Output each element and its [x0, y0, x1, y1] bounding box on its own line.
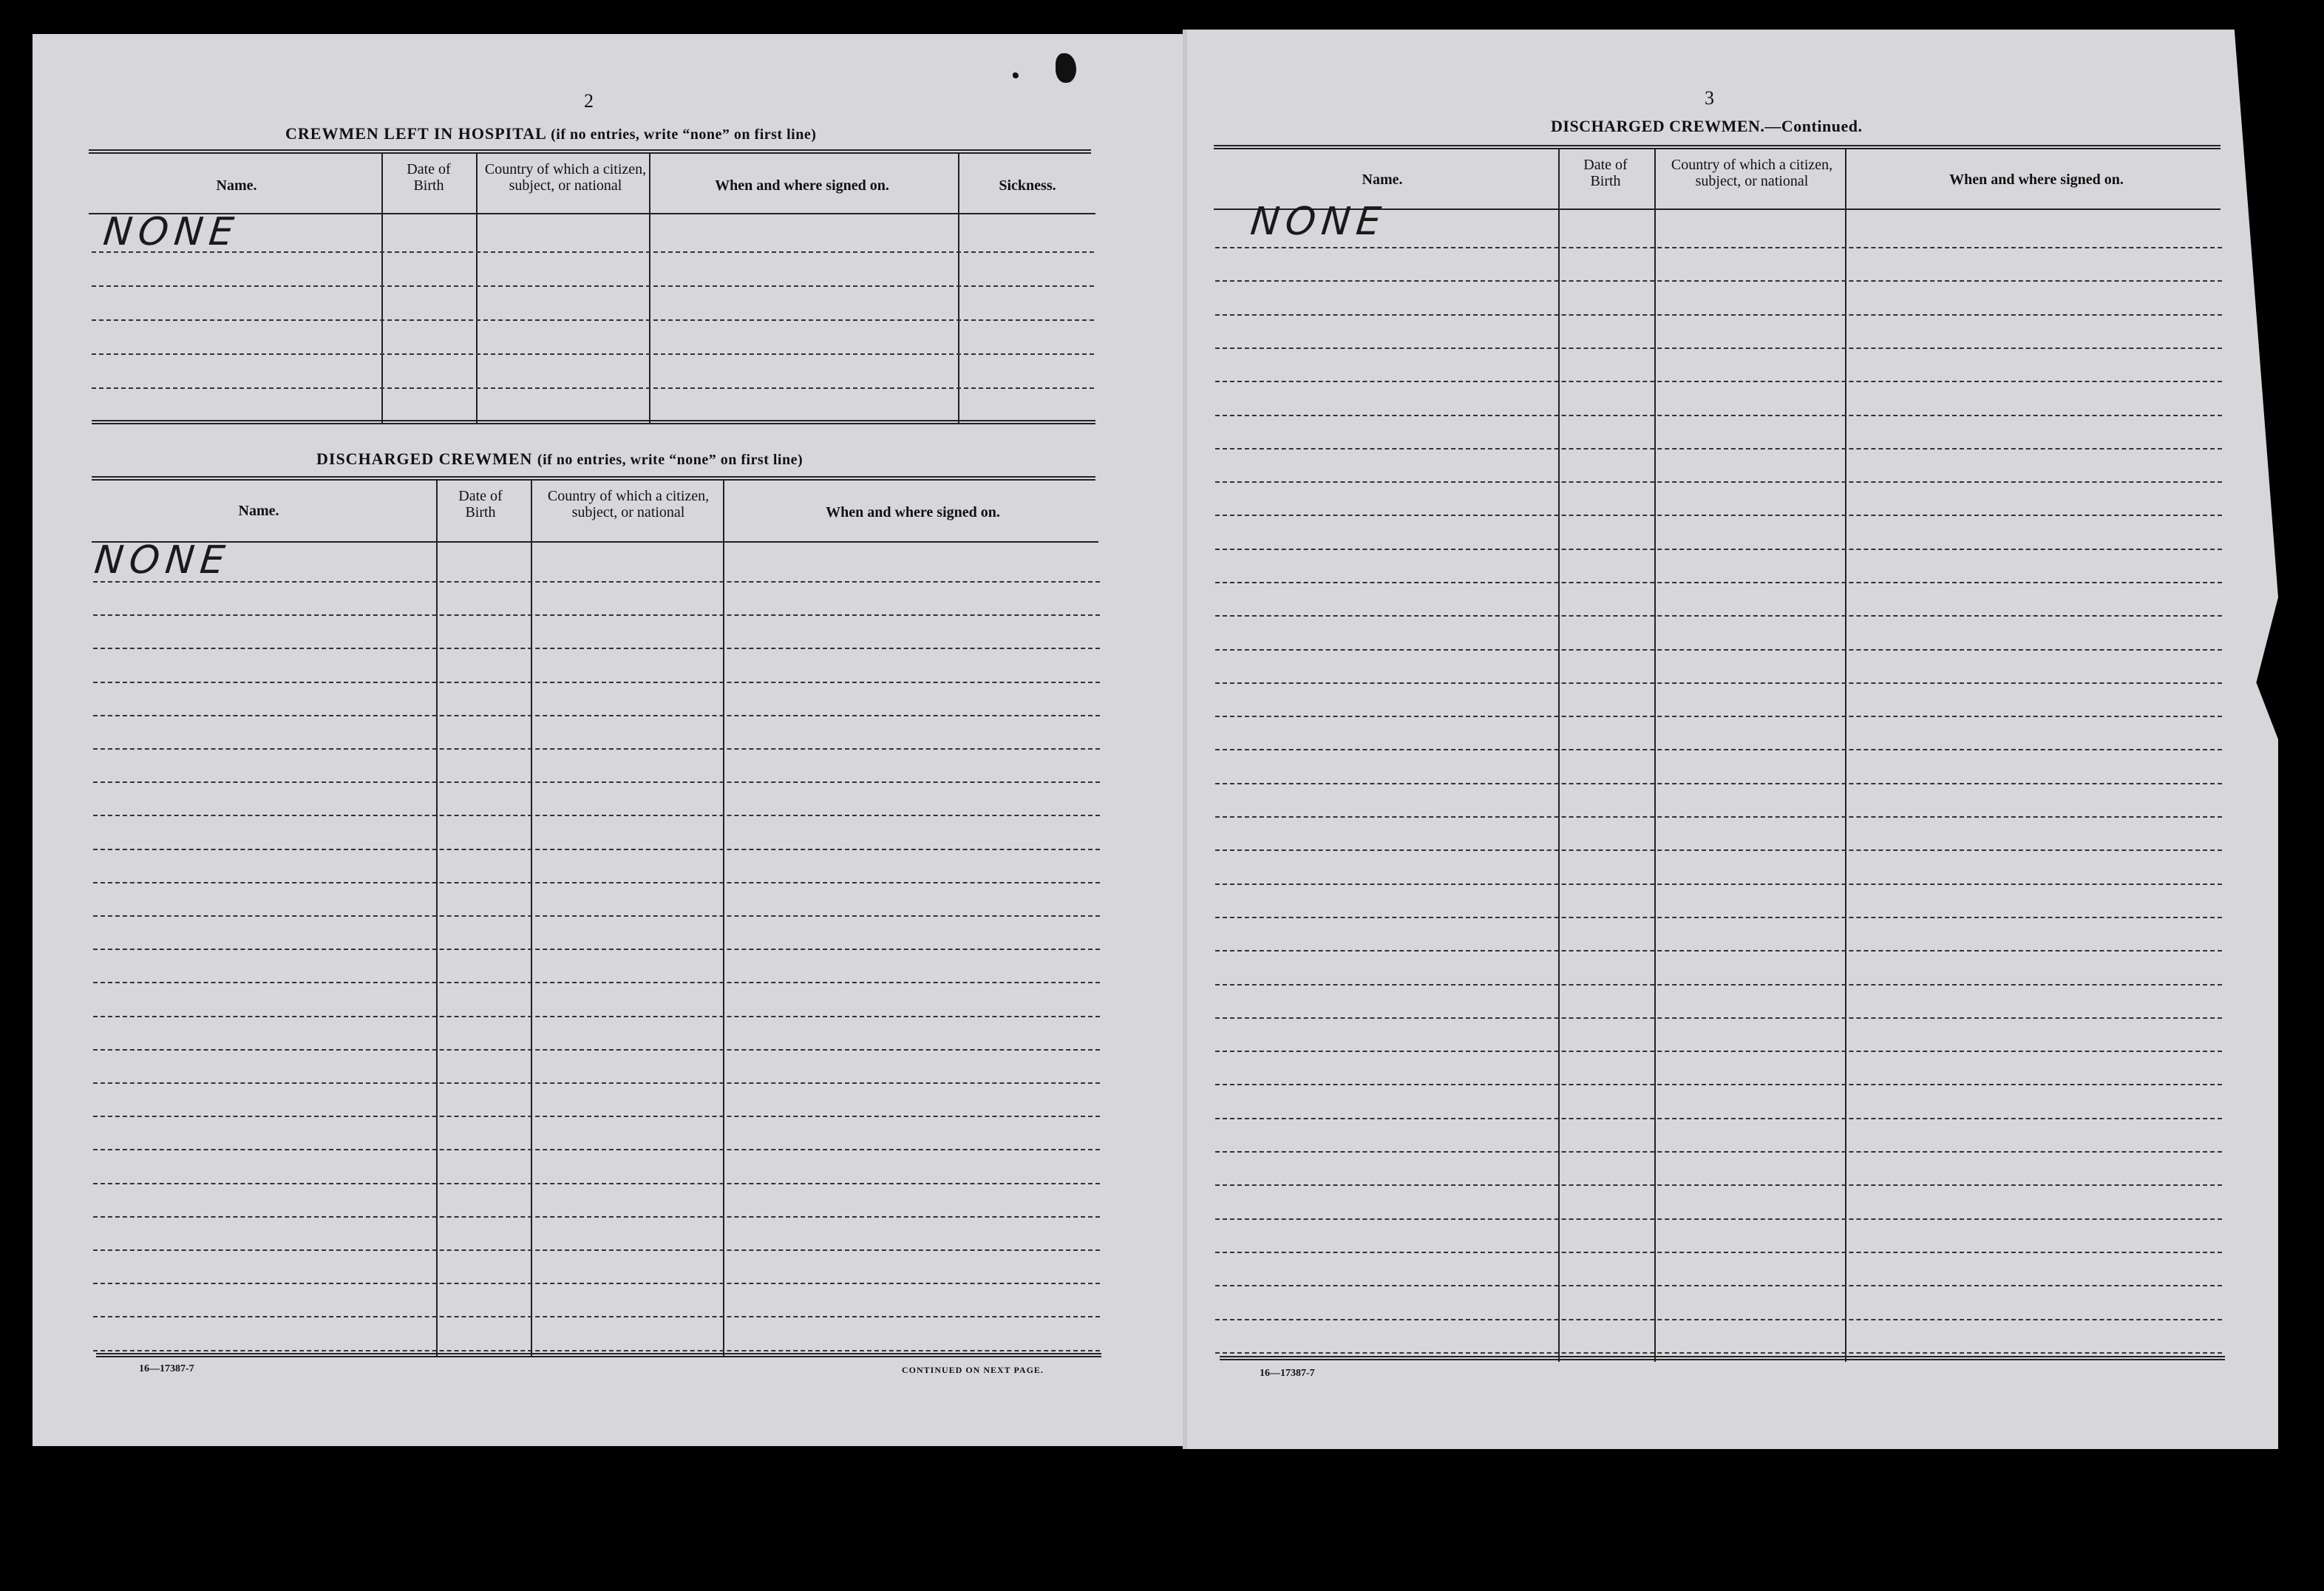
table-row — [93, 648, 1100, 649]
hospital-col-signed-on: When and where signed on. — [715, 177, 889, 194]
table-row — [1215, 481, 2222, 483]
table-row — [1215, 883, 2222, 885]
table-row — [1215, 849, 2222, 851]
table-row — [93, 915, 1100, 917]
right-bottom-rule — [1220, 1356, 2225, 1360]
hospital-row — [92, 353, 1094, 355]
table-row — [1215, 415, 2222, 416]
hospital-section-title — [285, 124, 816, 143]
table-row — [93, 748, 1100, 750]
table-row — [1215, 448, 2222, 450]
discharged-col-signed-on: When and where signed on. — [826, 504, 1000, 520]
hospital-row — [92, 319, 1094, 321]
table-row — [93, 1216, 1100, 1218]
hospital-top-rule — [89, 149, 1091, 154]
table-row — [1215, 615, 2222, 617]
table-row — [1215, 314, 2222, 316]
discharged-vline-1 — [436, 481, 438, 1356]
table-row — [1215, 1017, 2222, 1019]
table-row — [1215, 1184, 2222, 1186]
table-row — [1215, 582, 2222, 583]
table-row — [1215, 1151, 2222, 1153]
table-row — [93, 781, 1100, 783]
hospital-col-name: Name. — [216, 177, 257, 194]
table-row — [93, 949, 1100, 950]
table-row — [1215, 682, 2222, 684]
table-row — [93, 982, 1100, 983]
hospital-col-sickness: Sickness. — [999, 177, 1056, 194]
right-col-name: Name. — [1362, 172, 1403, 188]
discharged-vline-2 — [531, 481, 532, 1356]
right-col-signed-on: When and where signed on. — [1949, 172, 2124, 188]
table-row — [1215, 984, 2222, 986]
table-row — [1215, 1051, 2222, 1052]
hospital-none-entry: NONE — [101, 210, 242, 254]
hospital-row — [92, 387, 1094, 389]
ink-dot — [1013, 72, 1019, 78]
table-row — [1215, 950, 2222, 951]
table-row — [1215, 1285, 2222, 1286]
discharged-none-entry: NONE — [92, 538, 233, 583]
table-row — [1215, 381, 2222, 382]
continued-note: CONTINUED ON NEXT PAGE. — [902, 1365, 1044, 1375]
table-row — [1215, 917, 2222, 918]
table-row — [93, 1016, 1100, 1017]
page-fold — [1183, 30, 1187, 1449]
table-row — [1215, 1252, 2222, 1253]
hospital-vline-4 — [958, 154, 959, 423]
table-row — [1215, 515, 2222, 516]
table-row — [93, 1082, 1100, 1084]
left-bottom-rule — [96, 1353, 1101, 1357]
discharged-top-rule — [92, 476, 1095, 481]
hospital-col-dob: Date of Birth — [407, 161, 451, 194]
table-row — [93, 1149, 1100, 1150]
discharged-header-rule — [92, 541, 1098, 543]
right-col-dob: Date of Birth — [1583, 157, 1628, 189]
right-vline-1 — [1558, 149, 1560, 1362]
discharged-col-country: Country of which a citizen, subject, or national — [547, 488, 710, 520]
table-row — [93, 849, 1100, 850]
table-row — [1215, 1118, 2222, 1119]
table-row — [1215, 280, 2222, 282]
table-row — [1215, 716, 2222, 717]
table-row — [1215, 816, 2222, 818]
table-row — [93, 815, 1100, 816]
table-row — [93, 1183, 1100, 1184]
table-row — [93, 1350, 1100, 1351]
table-row — [1215, 783, 2222, 784]
hospital-vline-2 — [476, 154, 478, 423]
table-row — [1215, 749, 2222, 750]
table-row — [1215, 247, 2222, 248]
hospital-instruction: (if no entries, write “none” on first line) — [551, 126, 817, 143]
table-row — [93, 882, 1100, 883]
right-vline-2 — [1654, 149, 1656, 1362]
page-number-left: 2 — [584, 90, 594, 112]
table-row — [1215, 347, 2222, 349]
form-code-right: 16—17387-7 — [1260, 1368, 1315, 1379]
hospital-vline-1 — [381, 154, 383, 423]
discharged-title-text: DISCHARGED CREWMEN — [316, 450, 533, 468]
table-row — [93, 581, 1100, 583]
discharged-vline-3 — [723, 481, 724, 1356]
discharged-instruction: (if no entries, write “none” on first line) — [537, 452, 803, 468]
form-code-left: 16—17387-7 — [139, 1363, 194, 1374]
hospital-vline-3 — [649, 154, 650, 423]
discharged-section-title — [316, 450, 803, 469]
right-section-title: DISCHARGED CREWMEN.—Continued. — [1551, 117, 1863, 135]
discharged-col-dob: Date of Birth — [458, 488, 503, 520]
hospital-bottom-rule — [92, 420, 1095, 424]
hospital-row — [92, 285, 1094, 287]
table-row — [93, 1316, 1100, 1317]
right-col-country: Country of which a citizen, subject, or national — [1671, 157, 1833, 189]
right-vline-3 — [1845, 149, 1846, 1362]
ink-blot — [1056, 53, 1076, 83]
table-row — [93, 1249, 1100, 1251]
table-row — [1215, 1218, 2222, 1220]
hospital-row — [92, 251, 1094, 253]
table-row — [93, 1049, 1100, 1051]
table-row — [1215, 649, 2222, 651]
discharged-col-name: Name. — [238, 503, 279, 519]
table-row — [1215, 1084, 2222, 1085]
page-number-right: 3 — [1705, 87, 1714, 109]
hospital-col-country: Country of which a citizen, subject, or national — [484, 161, 647, 194]
table-row — [93, 682, 1100, 683]
right-none-entry: NONE — [1248, 200, 1389, 244]
hospital-title-text: CREWMEN LEFT IN HOSPITAL — [285, 124, 546, 143]
table-row — [1215, 549, 2222, 550]
table-row — [93, 1116, 1100, 1117]
table-row — [1215, 1319, 2222, 1320]
table-row — [93, 715, 1100, 716]
table-row — [93, 1283, 1100, 1284]
right-top-rule — [1214, 145, 2221, 149]
table-row — [1215, 1352, 2222, 1354]
table-row — [93, 614, 1100, 616]
